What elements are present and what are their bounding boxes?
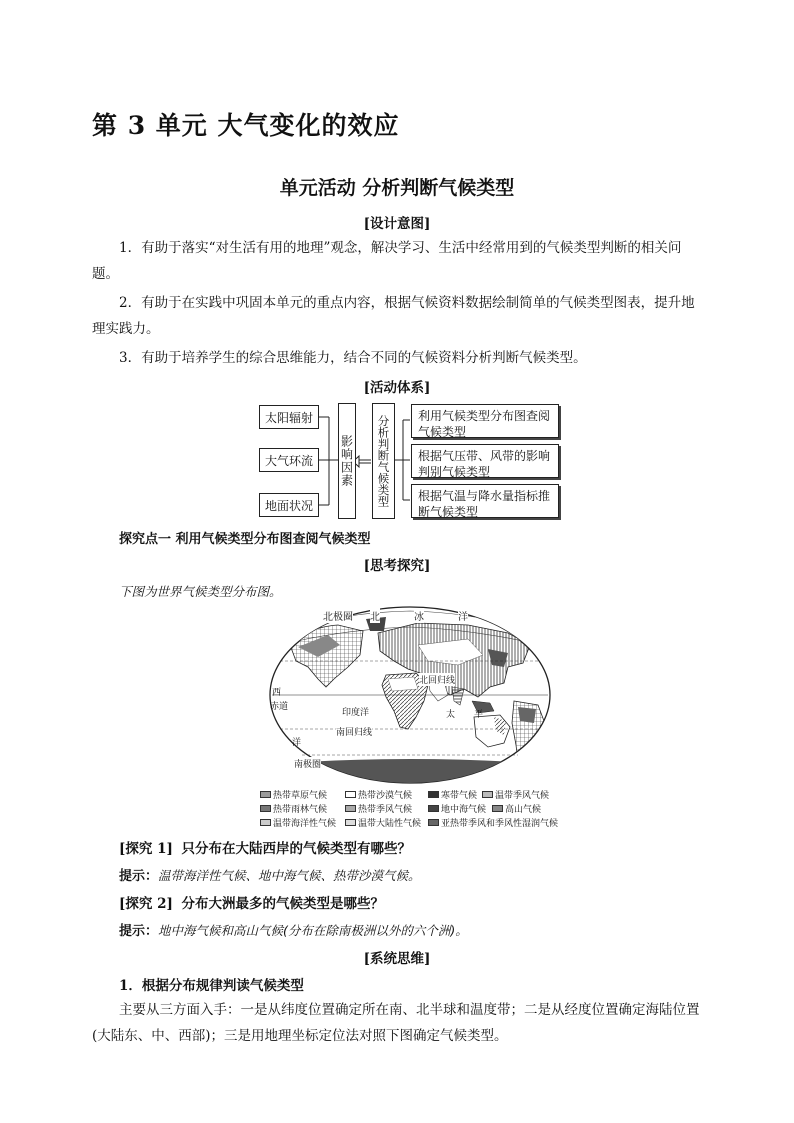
influence-factors-box: 影响因素 <box>338 403 356 519</box>
legend-item: 地中海气候 <box>428 802 486 815</box>
legend-item: 温带海洋性气候 <box>260 816 336 829</box>
factor-atmospheric-circulation: 大气环流 <box>259 448 319 472</box>
design-intent-item-1: 1．有助于落实“对生活有用的地理”观念，解决学习、生活中经常用到的气候类型判断的相关问题。 <box>92 240 682 282</box>
map-label-pacific-ping: 平 <box>474 710 484 720</box>
map-label-tropic-cancer: 北回归线 <box>419 673 455 686</box>
map-label-indian-ocean: 印度洋 <box>342 705 369 718</box>
question-1: [探究 1] 只分布在大陆西岸的气候类型有哪些？ <box>119 841 411 857</box>
legend-item: 寒带气候 <box>428 788 477 801</box>
legend-item: 热带季风气候 <box>345 802 412 815</box>
map-intro: 下图为世界气候类型分布图。 <box>119 584 282 599</box>
legend-swatch <box>428 791 439 798</box>
factor-solar-radiation: 太阳辐射 <box>259 405 319 429</box>
legend-item: 亚热带季风和季风性湿润气候 <box>428 816 558 829</box>
legend-item: 高山气候 <box>492 802 541 815</box>
legend-swatch <box>260 805 271 812</box>
thinking-heading: [思考探究] <box>363 558 431 574</box>
legend-swatch <box>428 819 439 826</box>
factor-ground-condition: 地面状况 <box>259 493 319 517</box>
legend-item: 温带季风气候 <box>482 788 549 801</box>
system-thinking-paragraph: 主要从三方面入手：一是从纬度位置确定所在南、北半球和温度带；二是从经度位置确定海陆位置(大陆东、中、西部)；三是用地理坐标定位法对照下图确定气候类型。 <box>92 1002 700 1044</box>
legend-swatch <box>260 791 271 798</box>
legend-item: 热带草原气候 <box>260 788 327 801</box>
legend-item: 温带大陆性气候 <box>345 816 421 829</box>
legend-swatch <box>345 791 356 798</box>
unit-title: 第 3 单元 大气变化的效应 <box>92 111 400 140</box>
question-2: [探究 2] 分布大洲最多的气候类型是哪些？ <box>119 896 384 912</box>
explore-point-heading: 探究点一 利用气候类型分布图查阅气候类型 <box>119 532 371 547</box>
legend-swatch <box>345 819 356 826</box>
legend-item: 热带雨林气候 <box>260 802 327 815</box>
map-label-tropic-capricorn: 南回归线 <box>336 725 372 738</box>
map-label-ice: 冰 <box>414 608 424 623</box>
legend-swatch <box>428 805 439 812</box>
system-thinking-subheading: 1．根据分布规律判读气候类型 <box>119 978 304 994</box>
answer-2: 提示：地中海气候和高山气候(分布在除南极洲以外的六个洲)。 <box>119 923 468 939</box>
map-label-arctic-circle: 北极圈 <box>323 608 353 623</box>
map-label-west: 西 <box>272 688 282 698</box>
map-label-antarctic-circle: 南极圈 <box>294 757 321 770</box>
map-label-ocean-arctic: 洋 <box>458 608 468 623</box>
world-climate-map <box>268 605 553 787</box>
legend-swatch <box>482 791 493 798</box>
design-intent-heading: [设计意图] <box>363 216 431 232</box>
answer-1: 提示：温带海洋性气候、地中海气候、热带沙漠气候。 <box>119 868 421 884</box>
legend-swatch <box>492 805 503 812</box>
legend-swatch <box>260 819 271 826</box>
analysis-box: 分析判断气候类型 <box>372 403 395 519</box>
activity-title: 单元活动 分析判断气候类型 <box>279 177 515 199</box>
map-legend <box>260 788 570 832</box>
legend-swatch <box>345 805 356 812</box>
design-intent-item-2: 2．有助于在实践中巩固本单元的重点内容，根据气候资料数据绘制简单的气候类型图表，提升地理实践力。 <box>92 295 695 337</box>
legend-item: 热带沙漠气候 <box>345 788 412 801</box>
map-label-pacific-tai: 太 <box>446 710 456 720</box>
design-intent-item-3: 3．有助于培养学生的综合思维能力，结合不同的气候资料分析判断气候类型。 <box>119 350 587 366</box>
method-distribution-map: 利用气候类型分布图查阅气候类型 <box>411 404 559 438</box>
method-pressure-wind: 根据气压带、风带的影响判别气候类型 <box>411 444 559 478</box>
map-label-ocean-atlantic: 洋 <box>292 738 302 748</box>
map-label-north: 北 <box>370 608 380 623</box>
system-thinking-heading: [系统思维] <box>363 951 431 967</box>
method-temp-precip: 根据气温与降水量指标推断气候类型 <box>411 484 559 518</box>
map-label-equator: 赤道 <box>270 702 289 712</box>
activity-system-heading: [活动体系] <box>363 380 431 396</box>
activity-system-diagram <box>255 400 565 522</box>
